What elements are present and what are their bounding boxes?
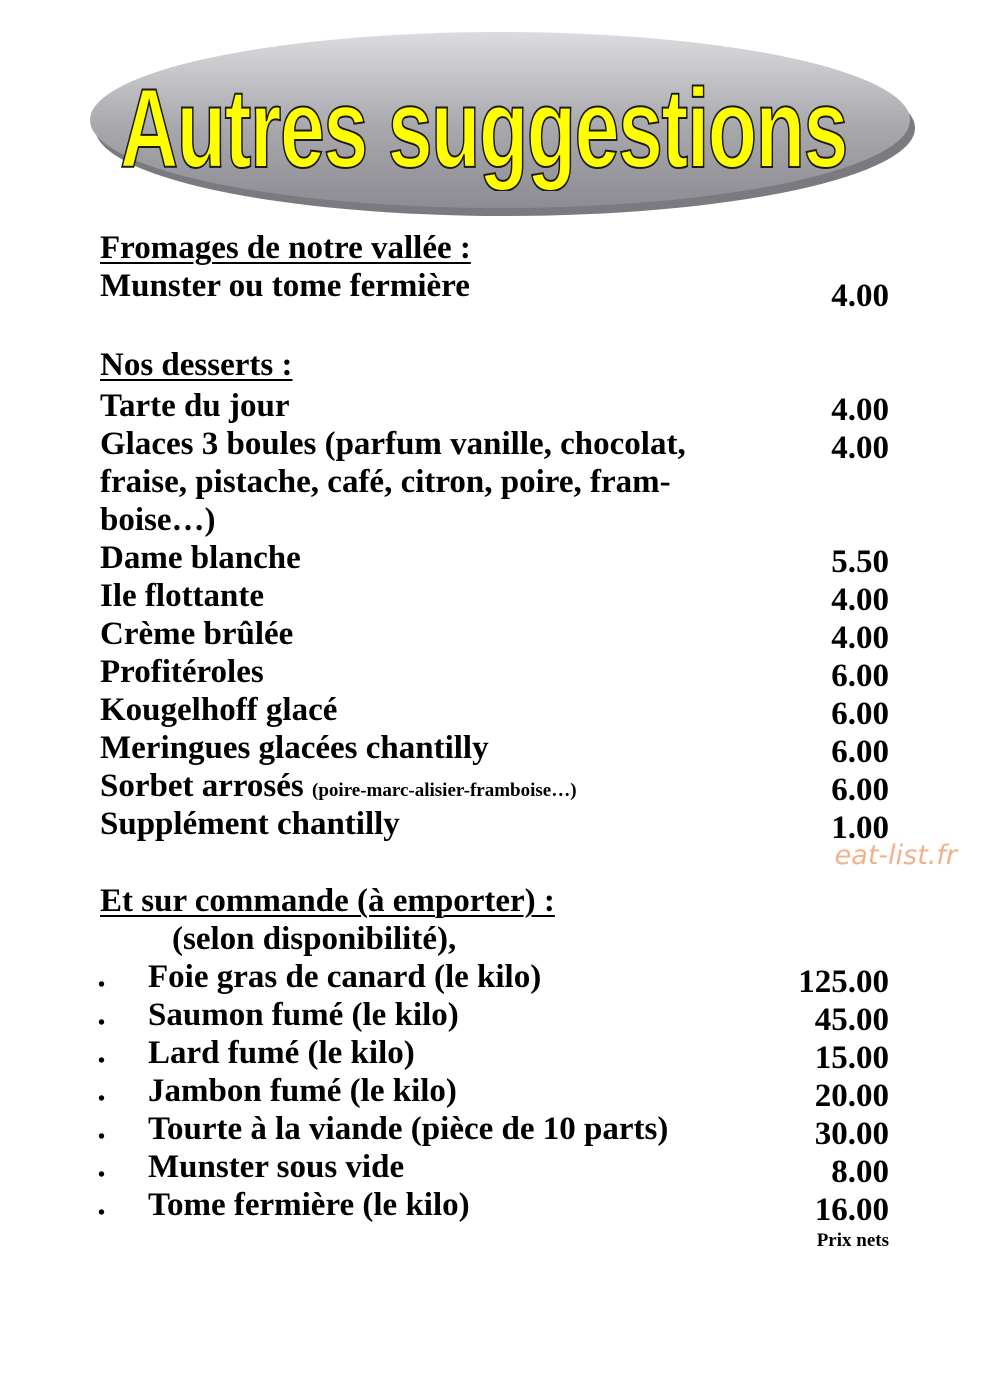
menu-item-label: Jambon fumé (le kilo) [148,1073,457,1109]
menu-item-price: 4.00 [831,430,889,466]
section-header-desserts: Nos desserts : [100,347,293,383]
menu-item-price: 4.00 [831,582,889,618]
menu-item-label: Crème brûlée [100,616,294,652]
menu-item-price: 6.00 [831,696,889,732]
bullet-icon: • [98,1050,106,1072]
menu-item-label: Lard fumé (le kilo) [148,1035,415,1071]
menu-item-price: 6.00 [831,734,889,770]
menu-item-price: 8.00 [831,1154,889,1190]
menu-item-price: 16.00 [814,1192,889,1228]
menu-item-price: 45.00 [814,1002,889,1038]
bullet-icon: • [98,1164,106,1186]
menu-item-name: Sorbet arrosés [100,768,304,804]
section-header-fromages: Fromages de notre vallée : [100,230,471,266]
menu-item-note: (poire-marc-alisier-framboise…) [312,780,577,801]
menu-item-price: 125.00 [798,964,889,1000]
menu-item-label: Munster ou tome fermière [100,268,470,304]
menu-item-price: 4.00 [831,620,889,656]
menu-item-label-cont: boise…) [100,502,216,538]
menu-item-price: 4.00 [831,392,889,428]
menu-item-price: 15.00 [814,1040,889,1076]
bullet-icon: • [98,1202,106,1224]
menu-item-label: Glaces 3 boules (parfum vanille, chocolat, [100,426,686,462]
menu-item-price: 6.00 [831,772,889,808]
menu-item-price: 4.00 [831,278,889,314]
menu-item-label-cont: fraise, pistache, café, citron, poire, fram- [100,464,671,500]
menu-item-label: Saumon fumé (le kilo) [148,997,459,1033]
menu-item-label: Munster sous vide [148,1149,405,1185]
menu-item-label: Tourte à la viande (pièce de 10 parts) [148,1111,669,1147]
footer-note: Prix nets [816,1230,889,1251]
bullet-icon: • [98,1012,106,1034]
menu-item-label: Tarte du jour [100,388,290,424]
watermark: eat-list.fr [834,840,957,871]
menu-item-label: Meringues glacées chantilly [100,730,489,766]
menu-item-price: 5.50 [831,544,889,580]
bullet-icon: • [98,1088,106,1110]
menu-item-label [100,767,577,810]
menu-item-price: 1.00 [831,810,889,846]
menu-item-label: Kougelhoff glacé [100,692,338,728]
menu-item-label: Tome fermière (le kilo) [148,1187,470,1223]
menu-item-price: 6.00 [831,658,889,694]
bullet-icon: • [98,974,106,996]
menu-item-price: 20.00 [814,1078,889,1114]
menu-item-label: Supplément chantilly [100,806,400,842]
menu-item-label: Dame blanche [100,540,301,576]
page-title: Autres suggestions [120,66,847,191]
menu-item-label: Ile flottante [100,578,265,614]
section-subheader: (selon disponibilité), [172,921,457,957]
menu-item-label: Profitéroles [100,654,264,690]
menu-item-price: 30.00 [814,1116,889,1152]
bullet-icon: • [98,1126,106,1148]
section-header-commande: Et sur commande (à emporter) : [100,883,555,919]
menu-item-label: Foie gras de canard (le kilo) [148,959,542,995]
